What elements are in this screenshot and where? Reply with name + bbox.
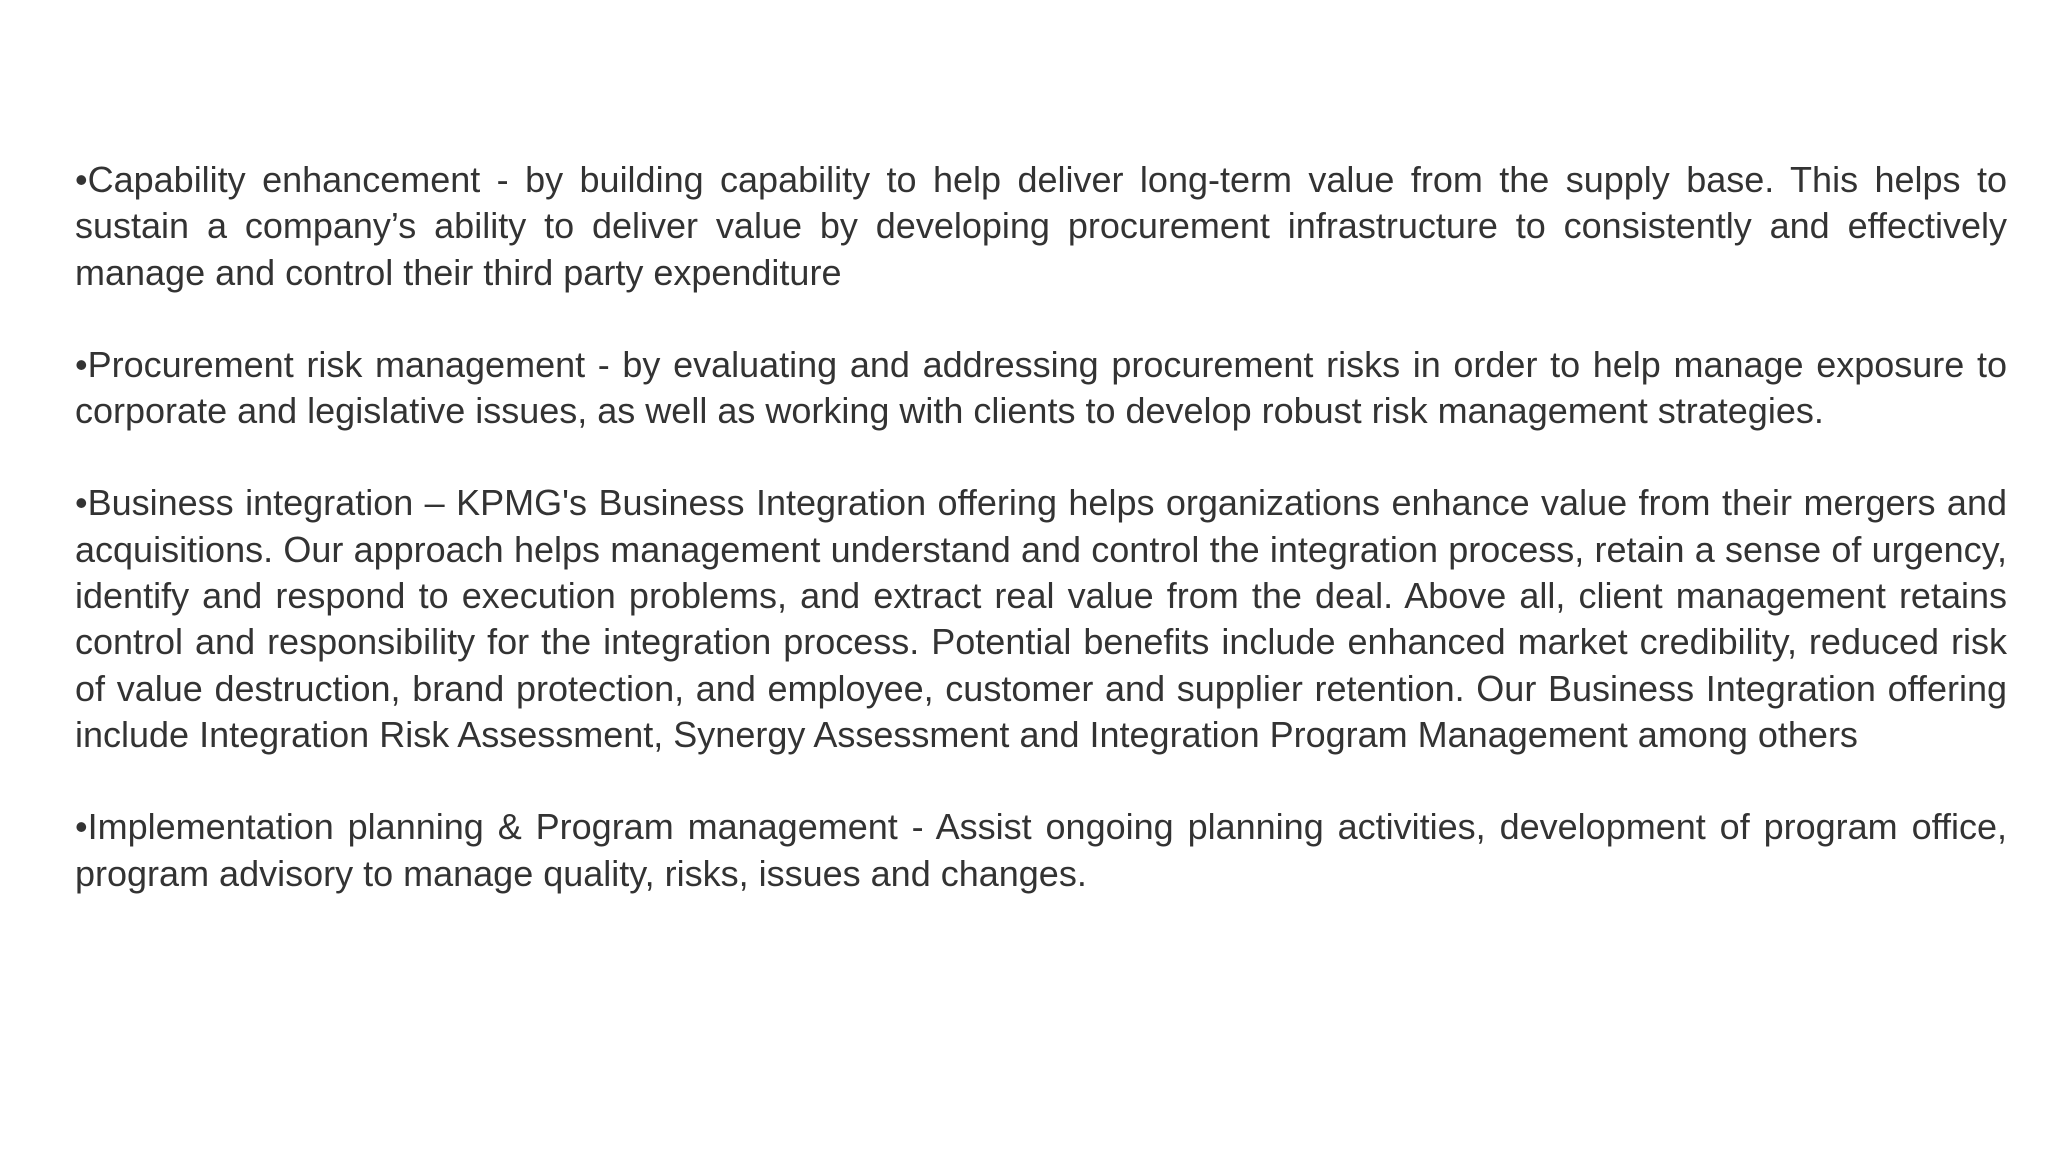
- bullet-capability-enhancement: •Capability enhancement - by building capability to help deliver long-term value from the supply base. This helps to sustain a company’s ability to deliver value by developing procurement infrastructure to consistently and effectively manage and control their third party expenditure: [75, 159, 2007, 293]
- bullet-procurement-risk-management: •Procurement risk management - by evaluating and addressing procurement risks in order to help manage exposure to corporate and legislative issues, as well as working with clients to develop robust risk management strategies.: [75, 343, 2007, 432]
- slide-body: [75, 157, 2007, 897]
- bullet-implementation-planning: •Implementation planning & Program management - Assist ongoing planning activities, development of program office, program advisory to manage quality, risks, issues and changes.: [75, 806, 2007, 894]
- bullet-business-integration: •Business integration – KPMG's Business Integration offering helps organizations enhance value from their mergers and acquisitions. Our approach helps management understand and control the integration process, retain a sense of urgency, identify and respond to execution problems, and extract real value from the deal. Above all, client management retains control and responsibility for the integration process. Potential benefits include enhanced market credibility, reduced risk of value destruction, brand protection, and employee, customer and supplier retention. Our Business Integration offering include Integration Risk Assessment, Synergy Assessment and Integration Program Management among others: [75, 482, 2007, 755]
